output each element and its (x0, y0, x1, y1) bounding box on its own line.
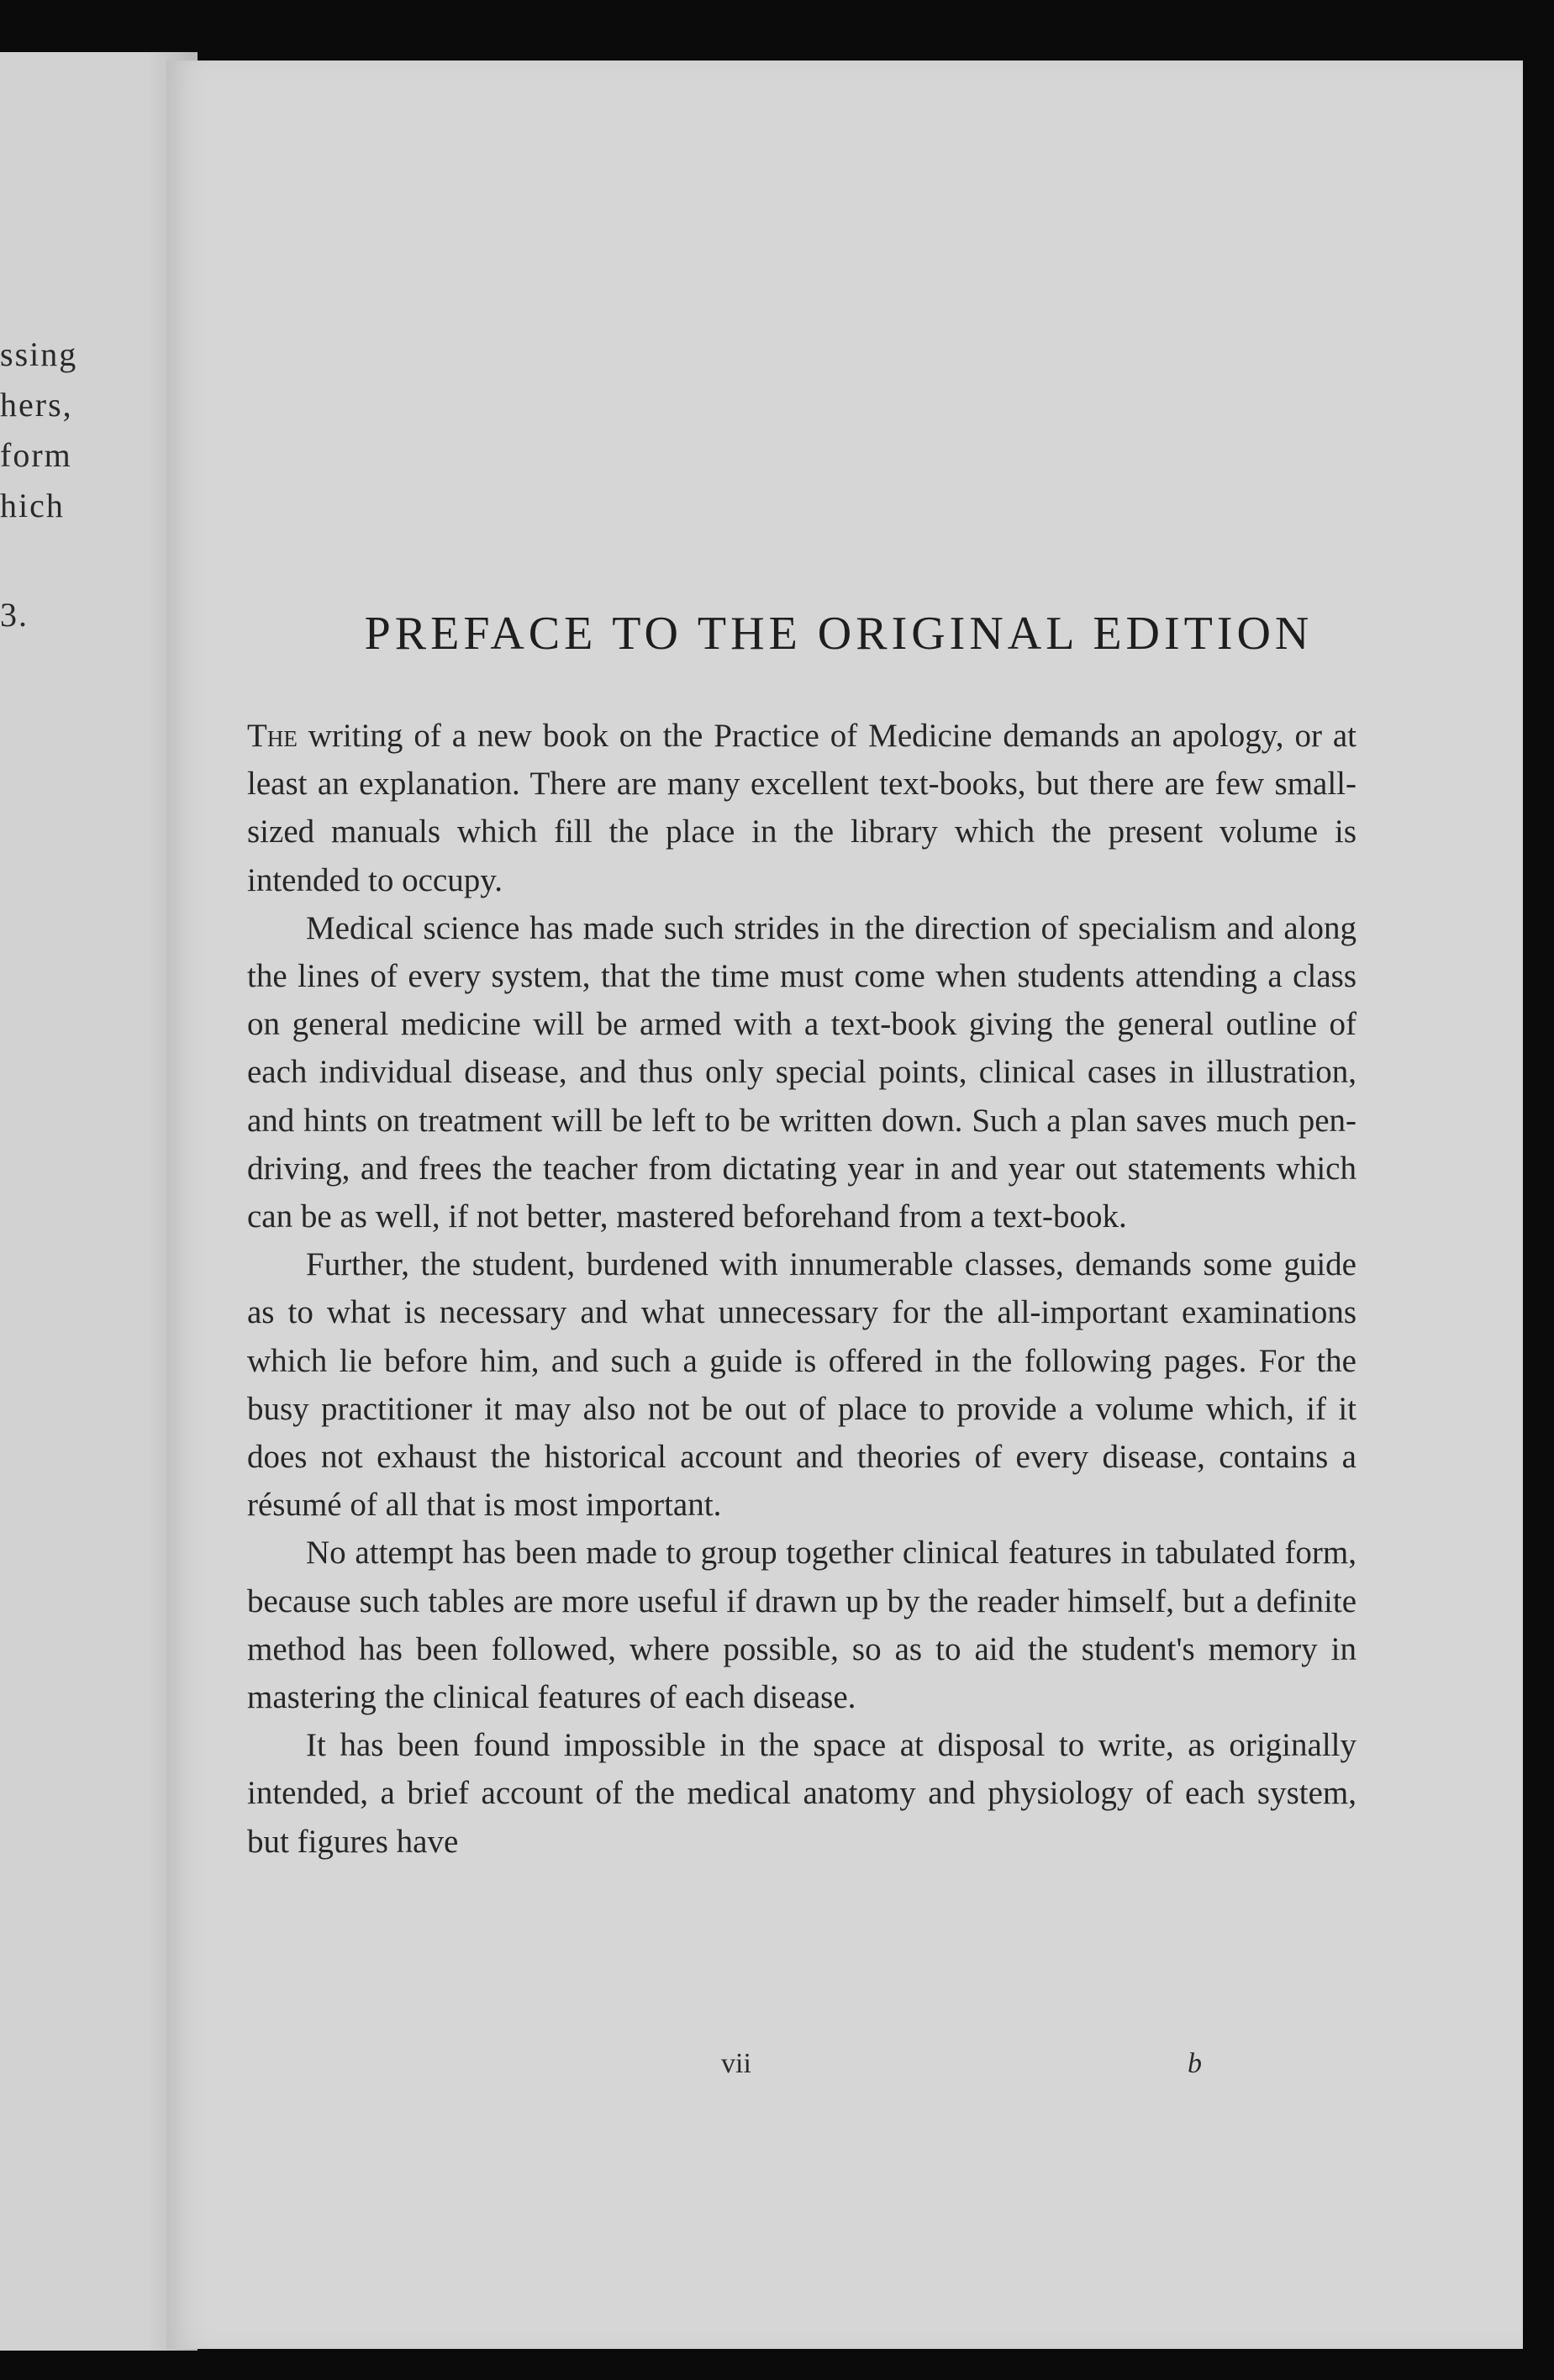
paragraph: Further, the student, burdened with innumerable classes, demands some guide as to what is necessary and what unnecessary for the all-important examinations which lie before him, and such a guide is offered in the following pages. For the busy practitioner it may also not be out of place to provide a volume which, if it does not exhaust the historical account and theories of every disease, contains a résumé of all that is most important. (247, 1246, 1356, 1524)
paragraph: No attempt has been made to group together clinical features in tabulated form, because such tables are more useful if drawn up by the reader himself, but a definite method has been followed, where possible, so as to aid the student's memory in mastering the clinical features of each disease. (247, 1535, 1356, 1716)
book-page (166, 61, 1523, 2349)
page-number: vii (721, 2048, 751, 2079)
paragraph: Medical science has made such strides in the direction of specialism and along the lines of every system, that the time must come when students attending a class on general medicine will be armed with a text-book giving the general outline of each individual disease, and thus only special points, clinical cases in illustration, and hints on treatment will be left to be written down. Such a plan saves much pen-driving, and frees the teacher from dictating year in and year out statements which can be as well, if not better, mastered beforehand from a text-book. (247, 909, 1356, 1235)
signature-mark: b (1188, 2048, 1202, 2079)
left-fragment: 3. (0, 596, 29, 634)
preface-body (247, 712, 1356, 1866)
left-page-text (0, 329, 101, 640)
left-fragment: ssing (0, 335, 78, 373)
left-fragment: hers, (0, 386, 73, 424)
paragraph: It has been found impossible in the space at disposal to write, as originally intended, a brief account of the medical anatomy and physiology of each system, but figures have (247, 1727, 1356, 1860)
paragraph (247, 712, 1356, 904)
left-fragment: hich (0, 487, 65, 524)
left-fragment: form (0, 436, 72, 474)
paragraph-text: writing of a new book on the Practice of Medicine demands an apology, or at least an explanation. There are many excellent text-books, but there are few small-sized manuals which fill the place in the library which the present volume is intended to occupy. (247, 718, 1356, 898)
preface-heading: PREFACE TO THE ORIGINAL EDITION (364, 608, 1314, 660)
drop-word: The (247, 718, 298, 754)
